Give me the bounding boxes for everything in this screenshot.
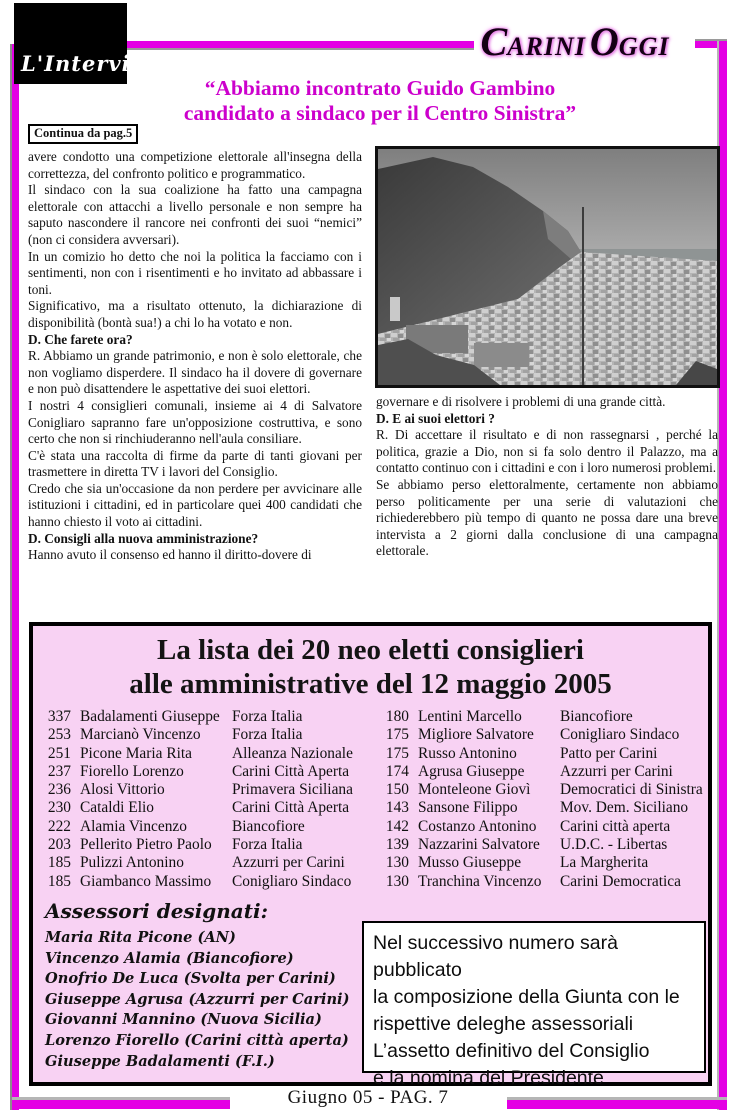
result-row [377, 708, 711, 726]
notice-line: L’assetto definitivo del Consiglio [373, 1040, 650, 1062]
votes-count: 230 [47, 799, 71, 817]
votes-count: 150 [385, 781, 409, 799]
councillor-name: Tranchina Vincenzo [418, 872, 542, 890]
party-name: Primavera Siciliana [232, 781, 353, 799]
councillor-name: Alosi Vittorio [80, 781, 165, 799]
votes-count: 337 [47, 708, 71, 725]
results-column-right [377, 708, 711, 891]
party-name: Carini città aperta [560, 817, 671, 835]
masthead-word-1: ARINI [507, 32, 586, 61]
assessore-item: Giuseppe Agrusa (Azzurri per Carini) [45, 990, 350, 1008]
paragraph: Significativo, ma a risultato ottenuto, la dichiarazione di disponibilità (bontà sua!) a chi lo ha votato e non. [28, 298, 362, 330]
headline [60, 76, 700, 126]
votes-count: 185 [47, 872, 71, 890]
headline-line-1: “Abbiamo incontrato Guido Gambino [204, 76, 556, 100]
votes-count: 236 [47, 781, 71, 799]
paragraph: R. Abbiamo un grande patrimonio, e non è solo elettorale, che non vogliamo disperdere. Il sindaco ha il dovere di governare e non può disattendere le aspettative dei suoi elettori. [28, 348, 362, 397]
party-name: Forza Italia [232, 726, 303, 744]
paragraph: avere condotto una competizione elettorale all'insegna della correttezza, del confronto politico e programmatico. [28, 149, 362, 181]
paragraph: governare e di risolvere i problemi di una grande città. [376, 394, 666, 409]
result-row [377, 763, 711, 781]
result-row [377, 818, 711, 836]
page-footer: Giugno 05 - PAG. 7 [287, 1087, 449, 1108]
party-name: Patto per Carini [560, 744, 658, 762]
results-column-left [39, 708, 373, 891]
votes-count: 142 [385, 817, 409, 835]
continued-from-badge: Continua da pag.5 [28, 124, 138, 144]
assessori-section [45, 898, 375, 1072]
councillor-name: Lentini Marcello [418, 708, 522, 725]
party-name: Forza Italia [232, 708, 303, 725]
election-results-box [29, 622, 712, 1089]
notice-line: la composizione della Giunta con le [373, 986, 680, 1008]
result-row [377, 836, 711, 854]
frame-right-line [719, 41, 727, 1110]
councillor-name: Pellerito Pietro Paolo [80, 836, 212, 854]
votes-count: 175 [385, 726, 409, 744]
votes-count: 203 [47, 836, 71, 854]
party-name: Democratici di Sinistra [560, 781, 703, 799]
result-row [39, 708, 373, 726]
result-row [377, 726, 711, 744]
results-title-line-1: La lista dei 20 neo eletti consiglieri [157, 634, 584, 666]
party-name: Carini Città Aperta [232, 762, 350, 780]
party-name: Azzurri per Carini [560, 762, 673, 780]
councillor-name: Agrusa Giuseppe [418, 762, 525, 780]
result-row [39, 836, 373, 854]
masthead-initial-2: O [589, 19, 619, 64]
masthead-initial-1: C [480, 19, 508, 64]
councillor-name: Badalamenti Giuseppe [80, 708, 220, 725]
result-row [39, 854, 373, 872]
votes-count: 130 [385, 872, 409, 890]
assessore-item: Giuseppe Badalamenti (F.I.) [45, 1052, 275, 1070]
councillor-name: Russo Antonino [418, 744, 517, 762]
masthead-word-2: GGI [618, 32, 670, 61]
frame-left-line [12, 44, 19, 1110]
councillor-name: Sansone Filippo [418, 799, 518, 817]
assessore-item: Onofrio De Luca (Svolta per Carini) [45, 970, 336, 988]
assessore-item: Lorenzo Fiorello (Carini città aperta) [45, 1031, 349, 1049]
councillor-name: Musso Giuseppe [418, 854, 522, 872]
town-panorama-photo [375, 146, 720, 388]
votes-count: 180 [385, 708, 409, 725]
votes-count: 139 [385, 836, 409, 854]
councillor-name: Costanzo Antonino [418, 817, 537, 835]
councillor-name: Nazzarini Salvatore [418, 836, 540, 854]
councillor-name: Giambanco Massimo [80, 872, 212, 890]
paragraph: Se abbiamo perso elettoralmente, certamente non abbiamo perso politicamente per una serie di valutazioni che richiederebbero più tempo di quanto ne possa dare una breve intervista a 2 giorni dalla conclusione di una campagna elettorale. [376, 476, 718, 559]
votes-count: 237 [47, 762, 71, 780]
paragraph: Credo che sia un'occasione da non perdere per avvicinare alle istituzioni i cittadini, ed in particolare quei 400 candidati che hanno chiesto il voto ai cittadini. [28, 480, 362, 530]
result-row [39, 781, 373, 799]
notice-line: rispettive deleghe assessoriali [373, 1013, 634, 1035]
party-name: La Margherita [560, 854, 649, 872]
votes-count: 251 [47, 744, 71, 762]
result-row [377, 799, 711, 817]
party-name: Conigliaro Sindaco [560, 726, 680, 744]
votes-count: 253 [47, 726, 71, 744]
councillor-name: Picone Maria Rita [80, 744, 192, 762]
party-name: Biancofiore [560, 708, 633, 725]
paragraph: Il sindaco con la sua coalizione ha fatto una campagna elettorale con attacchi a livello personale e non sempre ha saputo nascondere il rancore nei confronti dei suoi “nemici” (non ci considera avversari). [28, 182, 362, 247]
party-name: U.D.C. - Libertas [560, 836, 668, 854]
party-name: Biancofiore [232, 817, 305, 835]
party-name: Conigliaro Sindaco [232, 872, 352, 890]
assessore-item: Maria Rita Picone (AN) [45, 929, 236, 946]
votes-count: 130 [385, 854, 409, 872]
votes-count: 222 [47, 817, 71, 835]
section-plate [14, 3, 169, 84]
votes-count: 185 [47, 854, 71, 872]
councillor-name: Migliore Salvatore [418, 726, 534, 744]
result-row [39, 726, 373, 744]
result-row [377, 781, 711, 799]
votes-count: 143 [385, 799, 409, 817]
result-row [377, 854, 711, 872]
assessore-item: Giovanni Mannino (Nuova Sicilia) [45, 1011, 322, 1029]
question-paragraph: D. E ai suoi elettori ? [376, 410, 495, 426]
result-row [377, 873, 711, 891]
result-row [39, 818, 373, 836]
party-name: Carini Città Aperta [232, 799, 350, 817]
councillor-name: Cataldi Elio [80, 799, 154, 817]
councillor-name: Marcianò Vincenzo [80, 726, 201, 744]
paragraph: R. Di accettare il risultato e di non rassegnarsi , perché la politica, grazie a Dio, non si fa solo dentro il Palazzo, ma a contatto continuo con i cittadini e con i loro numerosi problemi. [376, 427, 718, 476]
assessori-title: Assessori designati: [45, 899, 268, 923]
section-label: L'Intervista [21, 51, 169, 76]
councillor-name: Monteleone Giovì [418, 781, 531, 799]
frame-top-line [127, 41, 474, 48]
votes-count: 175 [385, 744, 409, 762]
assessore-item: Vincenzo Alamia (Biancofiore) [45, 949, 294, 967]
party-name: Mov. Dem. Siciliano [560, 799, 689, 817]
question-paragraph: D. Che farete ora? [28, 331, 133, 347]
party-name: Azzurri per Carini [232, 854, 345, 872]
notice-line: Nel successivo numero sarà pubblicato [373, 932, 618, 981]
masthead [452, 18, 698, 65]
party-name: Forza Italia [232, 836, 303, 854]
result-row [39, 799, 373, 817]
result-row [39, 873, 373, 891]
paragraph: C'è stata una raccolta di firme da parte di tanti giovani per trasmettere in diretta TV i lavori del Consiglio. [28, 447, 362, 480]
result-row [39, 763, 373, 781]
votes-count: 174 [385, 762, 409, 780]
results-title [33, 626, 708, 701]
question-paragraph: D. Consigli alla nuova amministrazione? [28, 530, 259, 546]
result-row [39, 745, 373, 763]
paragraph: Hanno avuto il consenso ed hanno il diritto-dovere di [28, 547, 312, 563]
article-column-left [28, 149, 362, 564]
paragraph: In un comizio ho detto che noi la politica la facciamo con i sentimenti, non con i risentimenti e ho invitato ad abbassare i toni. [28, 248, 362, 297]
councillor-name: Fiorello Lorenzo [80, 762, 184, 780]
results-title-line-2: alle amministrative del 12 maggio 2005 [129, 668, 612, 700]
party-name: Carini Democratica [560, 872, 681, 890]
headline-line-2: candidato a sindaco per il Centro Sinistra” [183, 101, 577, 125]
notice-line: e la nomina del Presidente [373, 1067, 604, 1089]
next-issue-notice [362, 921, 706, 1089]
councillor-name: Alamia Vincenzo [80, 817, 187, 835]
party-name: Alleanza Nazionale [232, 744, 353, 762]
result-row [377, 745, 711, 763]
councillor-name: Pulizzi Antonino [80, 854, 184, 872]
paragraph: I nostri 4 consiglieri comunali, insieme ai 4 di Salvatore Conigliaro sapranno fare un'opposizione costruttiva, e sono certo che non si rinchiuderanno nell'aula consiliare. [28, 397, 362, 447]
town-panorama-illustration [378, 149, 717, 385]
article-column-right [376, 394, 718, 560]
